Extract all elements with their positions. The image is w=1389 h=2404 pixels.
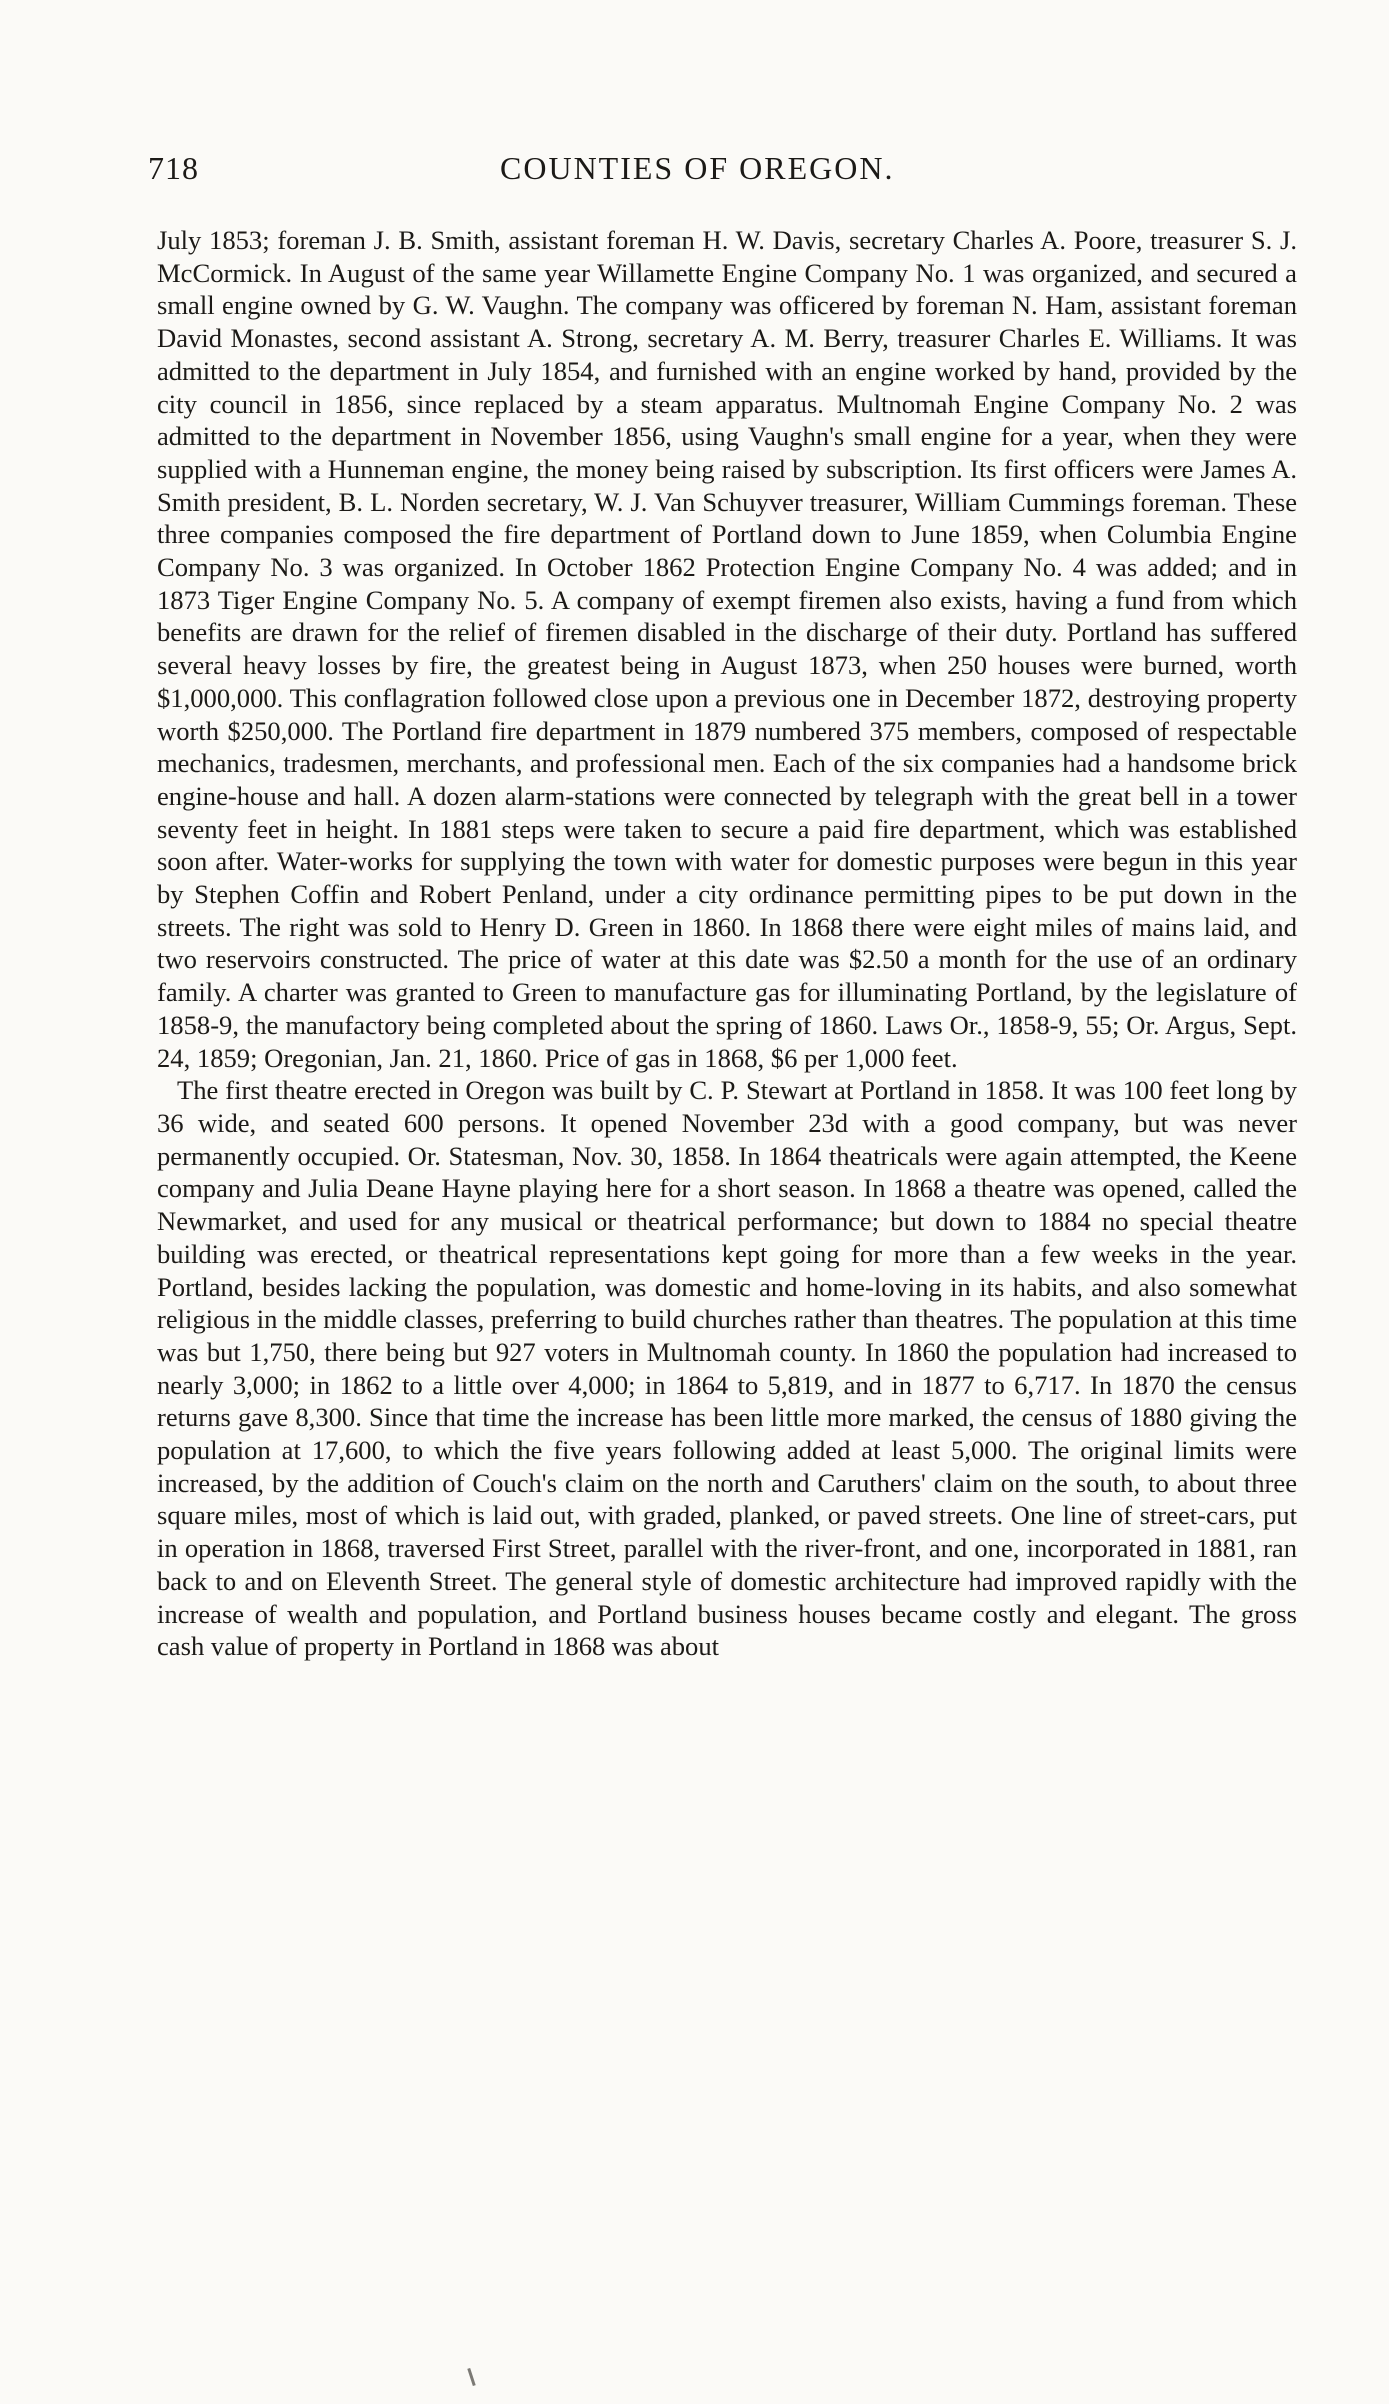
running-head: COUNTIES OF OREGON. xyxy=(500,150,895,186)
page-number: 718 xyxy=(148,150,199,186)
paragraph-theatre-population: The first theatre erected in Oregon was built by C. P. Stewart at Portland in 1858. It was 100 feet long by 36 wide, and seated 600 persons. It opened November 23d with a good company, but was never permanently occupied. Or. Statesman, Nov. 30, 1858. In 1864 theatricals were again attempted, the Keene company and Julia Deane Hayne playing here for a short season. In 1868 a theatre was opened, called the Newmarket, and used for any musical or theatrical performance; but down to 1884 no special theatre building was erected, or theatrical representations kept going for more than a few weeks in the year. Portland, besides lacking the population, was domestic and home-loving in its habits, and also somewhat religious in the middle classes, preferring to build churches rather than theatres. The population at this time was but 1,750, there being but 927 voters in Multnomah county. In 1860 the population had increased to nearly 3,000; in 1862 to a little over 4,000; in 1864 to 5,819, and in 1877 to 6,717. In 1870 the census returns gave 8,300. Since that time the increase has been little more marked, the census of 1880 giving the population at 17,600, to which the five years following added at least 5,000. The original limits were increased, by the addition of Couch's claim on the north and Caruthers' claim on the south, to about three square miles, most of which is laid out, with graded, planked, or paved streets. One line of street-cars, put in operation in 1868, traversed First Street, parallel with the river-front, and one, incorporated in 1881, ran back to and on Eleventh Street. The general style of domestic architecture had improved rapidly with the increase of wealth and population, and Portland business houses became costly and elegant. The gross cash value of property in Portland in 1868 was about xyxy=(157,1075,1297,1662)
page-header xyxy=(148,150,1308,194)
paragraph-fire-department: July 1853; foreman J. B. Smith, assistant foreman H. W. Davis, secretary Charles A. Poore, treasurer S. J. McCormick. In August of the same year Willamette Engine Company No. 1 was organized, and secured a small engine owned by G. W. Vaughn. The company was officered by foreman N. Ham, assistant foreman David Monastes, second assistant A. Strong, secretary A. M. Berry, treasurer Charles E. Williams. It was admitted to the department in July 1854, and furnished with an engine worked by hand, provided by the city council in 1856, since replaced by a steam apparatus. Multnomah Engine Company No. 2 was admitted to the department in November 1856, using Vaughn's small engine for a year, when they were supplied with a Hunneman engine, the money being raised by subscription. Its first officers were James A. Smith president, B. L. Norden secretary, W. J. Van Schuyver treasurer, William Cummings foreman. These three companies composed the fire department of Portland down to June 1859, when Columbia Engine Company No. 3 was organized. In October 1862 Protection Engine Company No. 4 was added; and in 1873 Tiger Engine Company No. 5. A company of exempt firemen also exists, having a fund from which benefits are drawn for the relief of firemen disabled in the discharge of their duty. Portland has suffered several heavy losses by fire, the greatest being in August 1873, when 250 houses were burned, worth $1,000,000. This conflagration followed close upon a previous one in December 1872, destroying property worth $250,000. The Portland fire department in 1879 numbered 375 members, composed of respectable mechanics, tradesmen, merchants, and professional men. Each of the six companies had a handsome brick engine-house and hall. A dozen alarm-stations were connected by telegraph with the great bell in a tower seventy feet in height. In 1881 steps were taken to secure a paid fire department, which was established soon after. Water-works for supplying the town with water for domestic purposes were begun in this year by Stephen Coffin and Robert Penland, under a city ordinance permitting pipes to be put down in the streets. The right was sold to Henry D. Green in 1860. In 1868 there were eight miles of mains laid, and two reservoirs constructed. The price of water at this date was $2.50 a month for the use of an ordinary family. A charter was granted to Green to manufacture gas for illuminating Portland, by the legislature of 1858-9, the manufactory being completed about the spring of 1860. Laws Or., 1858-9, 55; Or. Argus, Sept. 24, 1859; Oregonian, Jan. 21, 1860. Price of gas in 1868, $6 per 1,000 feet. xyxy=(157,225,1297,1073)
stray-print-mark xyxy=(467,2368,475,2386)
body-text xyxy=(157,224,1297,1663)
